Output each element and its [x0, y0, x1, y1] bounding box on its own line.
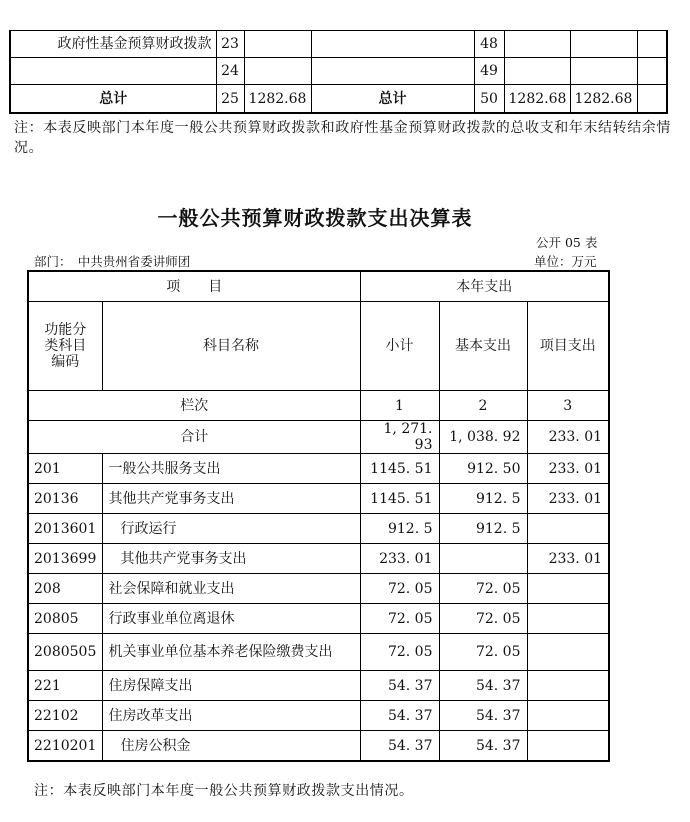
row-value	[637, 31, 667, 58]
header-current-year: 本年支出	[360, 271, 609, 302]
table-row	[28, 604, 609, 634]
row-number: 23	[216, 31, 244, 58]
row-project: 233. 01	[527, 454, 609, 484]
row-project	[527, 671, 609, 701]
row-basic: 72. 05	[439, 634, 527, 671]
row-code: 2080505	[28, 634, 102, 671]
row-number: 48	[474, 31, 504, 58]
header-subtotal: 小计	[360, 302, 439, 391]
table-row	[28, 671, 609, 701]
row-project: 233. 01	[527, 484, 609, 514]
row-code: 2013601	[28, 514, 102, 544]
row-code: 221	[28, 671, 102, 701]
row-subtotal: 72. 05	[360, 574, 439, 604]
expenditure-table	[27, 270, 610, 762]
total-value: 1282.68	[504, 85, 570, 114]
row-basic	[439, 544, 527, 574]
row-basic: 54. 37	[439, 701, 527, 731]
row-value	[637, 58, 667, 85]
total-label: 合计	[28, 421, 360, 454]
row-subtotal: 72. 05	[360, 604, 439, 634]
header-basic: 基本支出	[439, 302, 527, 391]
header-name: 科目名称	[102, 302, 360, 391]
row-name: 社会保障和就业支出	[102, 574, 360, 604]
row-basic: 54. 37	[439, 671, 527, 701]
total-row	[10, 85, 667, 114]
table-row	[10, 58, 667, 85]
column-number-label: 栏次	[28, 391, 360, 421]
table-row	[28, 544, 609, 574]
total-label: 总计	[311, 85, 474, 114]
row-name: 行政事业单位离退休	[102, 604, 360, 634]
column-number: 1	[360, 391, 439, 421]
bottom-note: 注：本表反映部门本年度一般公共预算财政拨款支出情况。	[34, 783, 414, 799]
row-value	[244, 31, 311, 58]
row-number: 50	[474, 85, 504, 114]
row-code: 208	[28, 574, 102, 604]
row-value	[504, 31, 570, 58]
row-code: 20136	[28, 484, 102, 514]
table-row	[28, 701, 609, 731]
row-code: 22102	[28, 701, 102, 731]
row-number: 49	[474, 58, 504, 85]
row-subtotal: 72. 05	[360, 634, 439, 671]
column-number: 3	[527, 391, 609, 421]
table-row	[28, 454, 609, 484]
row-value	[244, 58, 311, 85]
column-number: 2	[439, 391, 527, 421]
row-subtotal: 54. 37	[360, 731, 439, 762]
row-subtotal: 54. 37	[360, 701, 439, 731]
row-project	[527, 634, 609, 671]
table-row	[28, 634, 609, 671]
header-row	[28, 271, 609, 302]
row-project	[527, 574, 609, 604]
column-number-row	[28, 391, 609, 421]
row-code: 201	[28, 454, 102, 484]
row-value	[504, 58, 570, 85]
table-row	[28, 484, 609, 514]
row-subtotal: 912. 5	[360, 514, 439, 544]
row-basic: 72. 05	[439, 574, 527, 604]
page-title: 一般公共预算财政拨款支出决算表	[157, 206, 473, 230]
row-name: 其他共产党事务支出	[102, 544, 360, 574]
row-number: 25	[216, 85, 244, 114]
row-name: 其他共产党事务支出	[102, 484, 360, 514]
table-row	[28, 514, 609, 544]
row-subtotal: 1145. 51	[360, 484, 439, 514]
total-row	[28, 421, 609, 454]
table-row	[28, 574, 609, 604]
row-name: 住房保障支出	[102, 671, 360, 701]
total-value: 1282.68	[244, 85, 311, 114]
row-subtotal: 54. 37	[360, 671, 439, 701]
row-code: 20805	[28, 604, 102, 634]
row-code: 2013699	[28, 544, 102, 574]
row-value	[570, 58, 637, 85]
total-subtotal: 1, 271. 93	[360, 421, 439, 454]
table-row	[10, 31, 667, 58]
income-expense-summary-table	[9, 30, 668, 114]
row-project	[527, 514, 609, 544]
header-project: 项目支出	[527, 302, 609, 391]
form-number: 公开 05 表	[536, 235, 598, 250]
row-project	[527, 604, 609, 634]
total-value	[637, 85, 667, 114]
total-project: 233. 01	[527, 421, 609, 454]
total-value: 1282.68	[570, 85, 637, 114]
department-label: 部门： 中共贵州省委讲师团	[34, 254, 191, 269]
row-label	[311, 31, 474, 58]
row-project: 233. 01	[527, 544, 609, 574]
row-label: 政府性基金预算财政拨款	[10, 31, 216, 58]
header-item: 项 目	[28, 271, 360, 302]
row-code: 2210201	[28, 731, 102, 762]
row-name: 住房公积金	[102, 731, 360, 762]
row-basic: 912. 50	[439, 454, 527, 484]
unit-label: 单位：万元	[534, 254, 597, 269]
row-value	[570, 31, 637, 58]
header-code: 功能分类科目编码	[28, 302, 102, 391]
table-row	[28, 731, 609, 762]
row-label	[311, 58, 474, 85]
row-label	[10, 58, 216, 85]
row-name: 住房改革支出	[102, 701, 360, 731]
total-label: 总计	[10, 85, 216, 114]
row-basic: 912. 5	[439, 484, 527, 514]
row-name: 一般公共服务支出	[102, 454, 360, 484]
header-row	[28, 302, 609, 391]
row-subtotal: 1145. 51	[360, 454, 439, 484]
total-basic: 1, 038. 92	[439, 421, 527, 454]
row-basic: 912. 5	[439, 514, 527, 544]
row-basic: 54. 37	[439, 731, 527, 762]
row-basic: 72. 05	[439, 604, 527, 634]
row-subtotal: 233. 01	[360, 544, 439, 574]
top-note: 注：本表反映部门本年度一般公共预算财政拨款和政府性基金预算财政拨款的总收支和年末结转结余情况。	[14, 120, 671, 156]
row-name: 行政运行	[102, 514, 360, 544]
row-project	[527, 731, 609, 762]
row-project	[527, 701, 609, 731]
row-name: 机关事业单位基本养老保险缴费支出	[102, 634, 360, 671]
row-number: 24	[216, 58, 244, 85]
